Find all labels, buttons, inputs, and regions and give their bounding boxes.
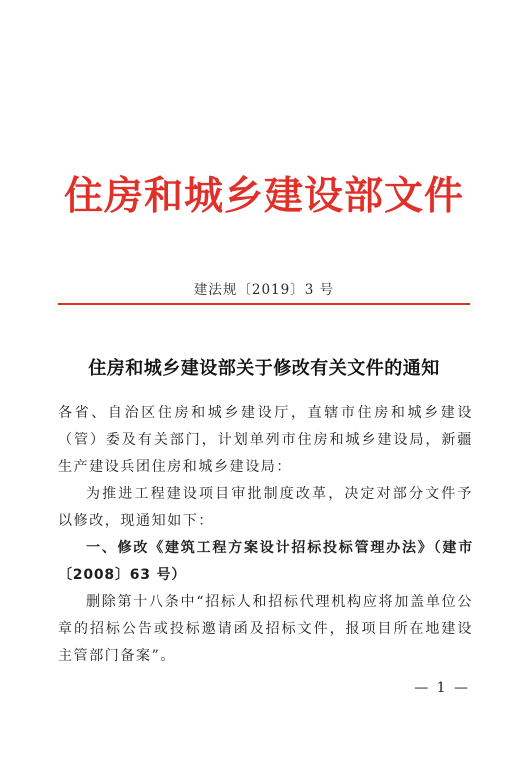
notice-title: 住房和城乡建设部关于修改有关文件的通知: [88, 358, 440, 379]
agency-header-title: 住房和城乡建设部文件: [63, 173, 464, 219]
intro-paragraph: 为推进工程建设项目审批制度改革，决定对部分文件予以修改，现通知如下：: [58, 486, 473, 529]
page-number: — 1 —: [414, 680, 470, 696]
section-1-body: 删除第十八条中“招标人和招标代理机构应将加盖单位公章的招标公告或投标邀请函及招标文件，报项目所在地建设主管部门备案”。: [58, 594, 473, 664]
section-1-heading: 一、修改《建筑工程方案设计招标投标管理办法》（建市〔2008〕63 号）: [58, 540, 473, 583]
red-divider-line: [58, 303, 470, 305]
document-number: 建法规〔2019〕3 号: [193, 282, 335, 298]
addressee-paragraph: 各省、自治区住房和城乡建设厅，直辖市住房和城乡建设（管）委及有关部门，计划单列市住房和城乡建设局，新疆生产建设兵团住房和城乡建设局：: [58, 405, 473, 475]
